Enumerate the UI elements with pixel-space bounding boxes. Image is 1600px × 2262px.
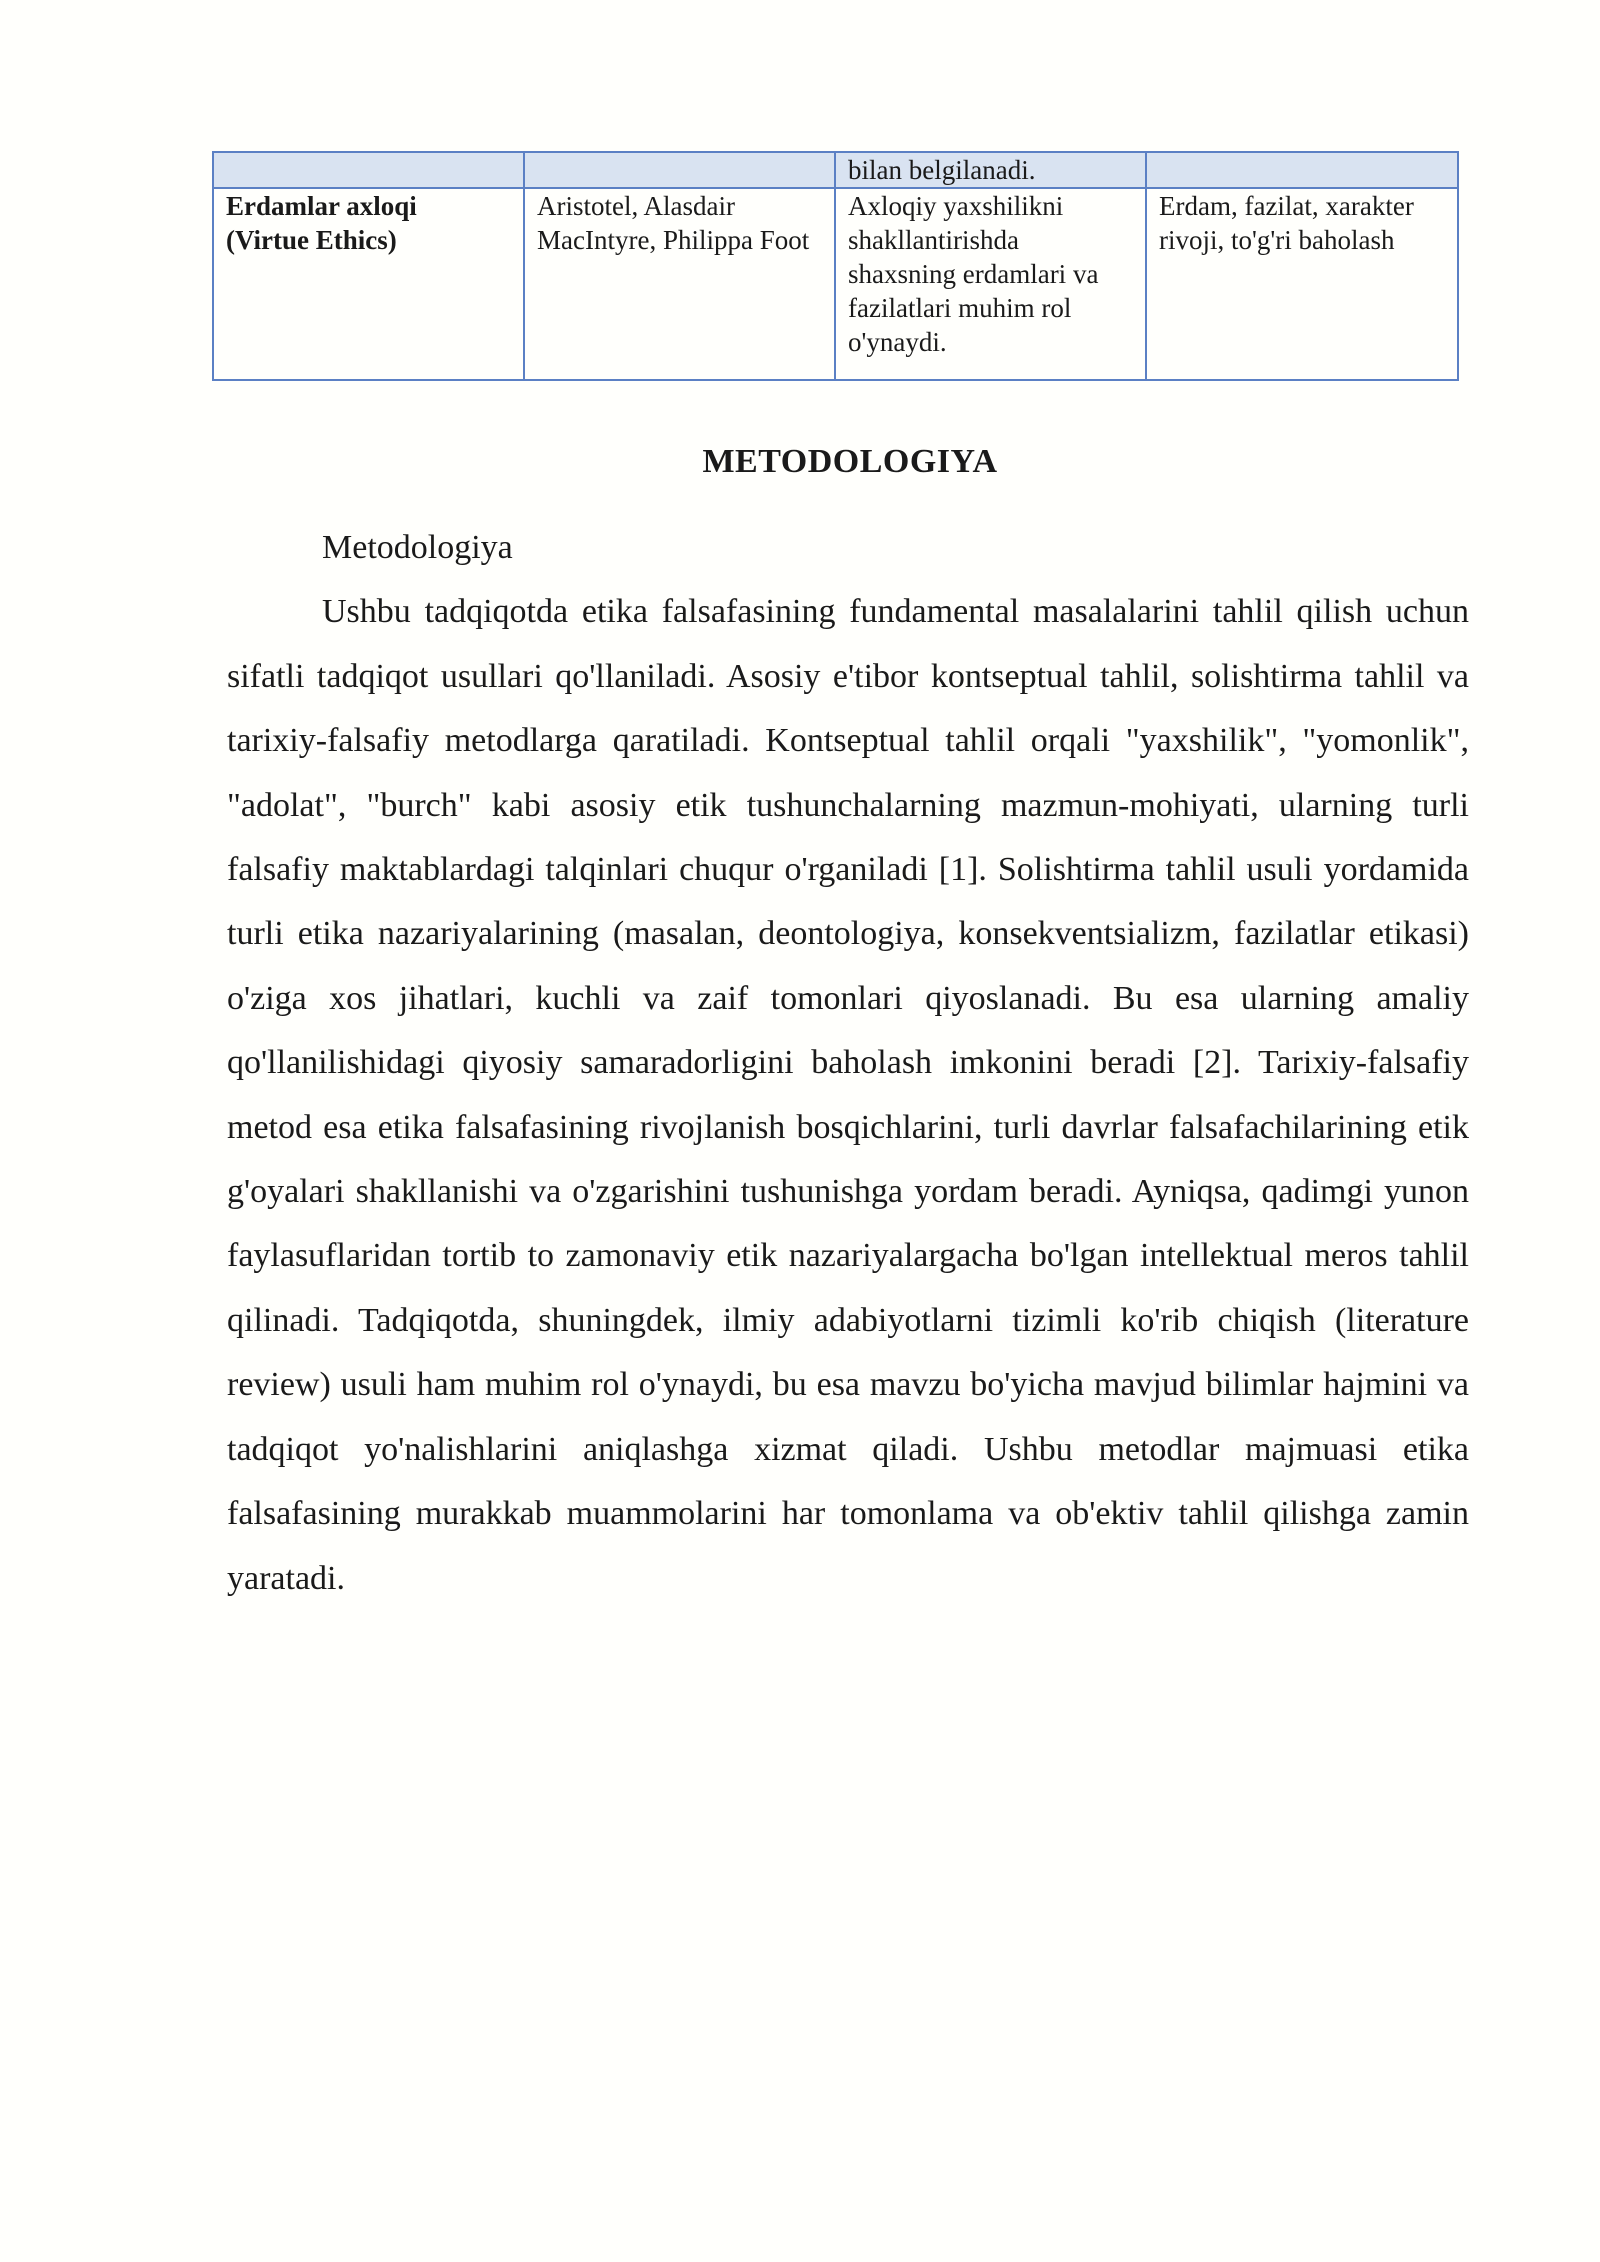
methodology-paragraph: Ushbu tadqiqotda etika falsafasining fundamental masalalarini tahlil qilish uchun sifatli tadqiqot usullari qo'llaniladi. Asosiy e'tibor kontseptual tahlil, solishtirma tahlil va tarixiy-falsafiy metodlarga qaratiladi. Kontseptual tahlil orqali "yaxshilik", "yomonlik", "adolat", "burch" kabi asosiy etik tushunchalarning mazmun-mohiyati, ularning turli falsafiy maktablardagi talqinlari chuqur o'rganiladi [1]. Solishtirma tahlil usuli yordamida turli etika nazariyalarining (masalan, deontologiya, konsekventsializm, fazilatlar etikasi) o'ziga xos jihatlari, kuchli va zaif tomonlari qiyoslanadi. Bu esa ularning amaliy qo'llanilishidagi qiyosiy samaradorligini baholash imkonini beradi [2]. Tarixiy-falsafiy metod esa etika falsafasining rivojlanish bosqichlarini, turli davrlar falsafachilarining etik g'oyalari shakllanishi va o'zgarishini tushunishga yordam beradi. Ayniqsa, qadimgi yunon faylasuflaridan tortib to zamonaviy etik nazariyalargacha bo'lgan intellektual meros tahlil qilinadi. Tadqiqotda, shuningdek, ilmiy adabiyotlarni tizimli ko'rib chiqish (literature review) usuli ham muhim rol o'ynaydi, bu esa mavzu bo'yicha mavjud bilimlar hajmini va tadqiqot yo'nalishlarini aniqlashga xizmat qiladi. Ushbu metodlar majmuasi etika falsafasining murakkab muammolarini har tomonlama va ob'ektiv tahlil qilishga zamin yaratadi. [227,593,1469,1597]
key-concepts-cell: Erdam, fazilat, xarakter rivoji, to'g'ri baholash [1146,188,1458,380]
table-row-virtue-ethics [213,188,1458,380]
main-idea-cell: Axloqiy yaxshilikni shakllantirishda shaxsning erdamlari va fazilatlari muhim rol o'ynaydi. [835,188,1146,380]
table-row-continuation [213,152,1458,188]
section-body [227,516,1469,1611]
theory-name: Erdamlar axloqi [226,191,417,221]
theory-name-cell [213,188,524,380]
table-cell: bilan belgilanadi. [835,152,1146,188]
representatives-cell: Aristotel, Alasdair MacIntyre, Philippa Foot [524,188,835,380]
ethics-table [212,151,1459,381]
table-cell [213,152,524,188]
table-cell [524,152,835,188]
table-cell [1146,152,1458,188]
theory-name-english: (Virtue Ethics) [226,225,397,255]
section-heading: METODOLOGIYA [702,443,998,480]
ethics-table-fragment [212,151,1457,381]
section-subheading: Metodologiya [322,529,513,566]
